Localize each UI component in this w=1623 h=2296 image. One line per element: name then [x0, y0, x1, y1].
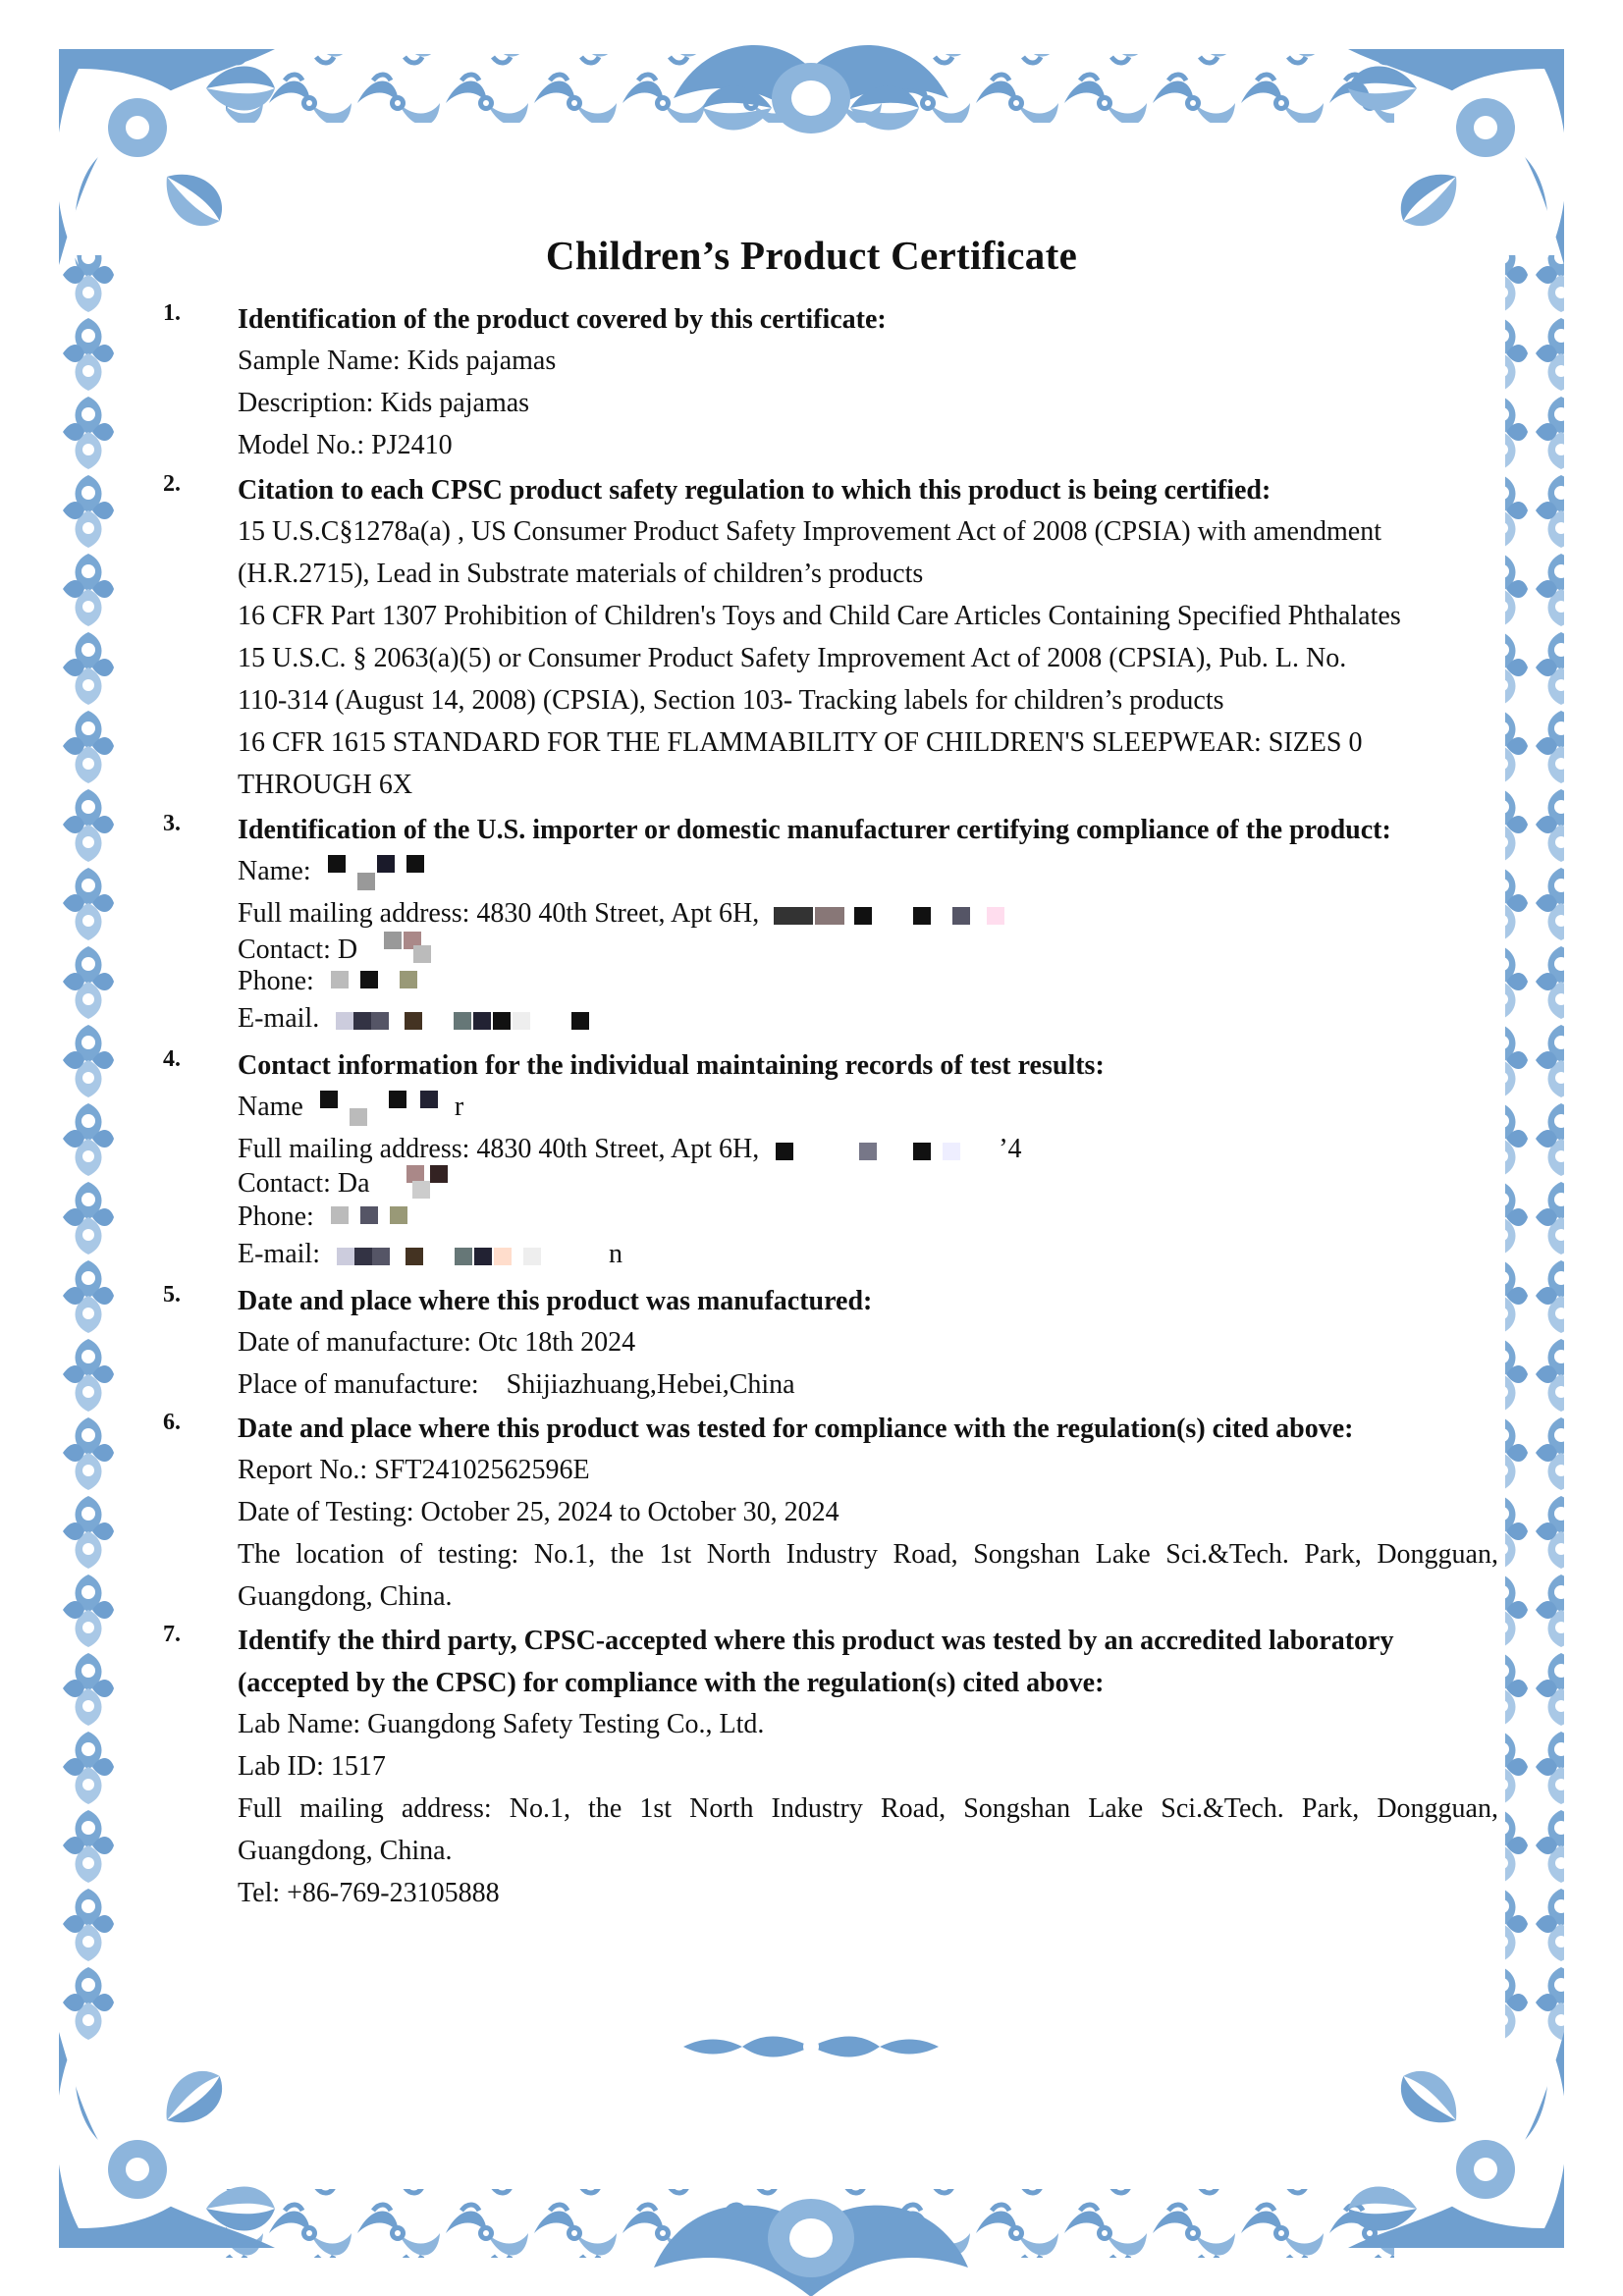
regulation-line: 15 U.S.C§1278a(a) , US Consumer Product Safety Improvement Act of 2008 (CPSIA) with amendment [238, 516, 1381, 547]
lab-address-cont: Guangdong, China. [238, 1836, 453, 1866]
regulation-line: 16 CFR 1615 STANDARD FOR THE FLAMMABILITY OF CHILDREN'S SLEEPWEAR: SIZES 0 [238, 727, 1363, 758]
importer-address-label: Full mailing address: 4830 40th Street, Apt 6H, [238, 898, 760, 929]
importer-email-label: E-mail. [238, 1003, 320, 1034]
records-phone [238, 1201, 439, 1234]
section-heading: Identify the third party, CPSC-accepted where this product was tested by an accredited laboratory [238, 1626, 1394, 1656]
records-email-fragment: n [608, 1239, 622, 1269]
regulation-line: 110-314 (August 14, 2008) (CPSIA), Section 103- Tracking labels for children’s products [238, 685, 1224, 716]
redaction-block [310, 1095, 448, 1124]
section-heading: Date and place where this product was tested for compliance with the regulation(s) cited above: [238, 1414, 1354, 1444]
testing-location-cont: Guangdong, China. [238, 1581, 453, 1612]
section-heading: Identification of the product covered by this certificate: [238, 304, 887, 335]
section-heading-cont: (accepted by the CPSC) for compliance with the regulation(s) cited above: [238, 1668, 1105, 1698]
redaction-block [326, 1006, 621, 1036]
regulation-line: 16 CFR Part 1307 Prohibition of Children's Toys and Child Care Articles Containing Specified Phthalates [238, 601, 1401, 631]
regulation-line: 15 U.S.C. § 2063(a)(5) or Consumer Product Safety Improvement Act of 2008 (CPSIA), Pub. L. No. [238, 643, 1347, 673]
section-number: 5. [163, 1282, 181, 1308]
section-number: 4. [163, 1046, 181, 1072]
importer-address [238, 898, 1021, 931]
records-name-label: Name [238, 1092, 303, 1122]
section-number: 3. [163, 811, 181, 836]
report-number: Report No.: SFT24102562596E [238, 1455, 590, 1485]
page-title: Children’s Product Certificate [545, 233, 1078, 278]
section-number: 6. [163, 1410, 181, 1435]
importer-contact-label: Contact: D [238, 934, 358, 965]
importer-phone-label: Phone: [238, 966, 314, 996]
manufacture-date: Date of manufacture: Otc 18th 2024 [238, 1327, 636, 1358]
testing-date: Date of Testing: October 25, 2024 to October 30, 2024 [238, 1497, 839, 1527]
section-heading: Date and place where this product was manufactured: [238, 1286, 873, 1316]
redaction-block [377, 1171, 465, 1201]
importer-phone [238, 966, 439, 998]
model-number: Model No.: PJ2410 [238, 430, 453, 460]
records-name-fragment: r [454, 1092, 464, 1122]
importer-name-label: Name: [238, 856, 311, 886]
importer-name [238, 856, 456, 888]
importer-contact [238, 934, 453, 967]
section-number: 7. [163, 1622, 181, 1647]
records-address-fragment: ’4 [999, 1134, 1022, 1164]
records-address [238, 1134, 1022, 1166]
testing-location: The location of testing: No.1, the 1st North Industry Road, Songshan Lake Sci.&Tech. Park, Dongguan, [238, 1539, 1498, 1570]
regulation-line: (H.R.2715), Lead in Substrate materials of children’s products [238, 559, 924, 589]
importer-email [238, 1003, 621, 1036]
section-heading: Contact information for the individual maintaining records of test results: [238, 1050, 1105, 1081]
regulation-line: THROUGH 6X [238, 770, 413, 800]
redaction-block [327, 1242, 602, 1271]
redaction-block [766, 901, 1021, 931]
redaction-block [321, 969, 439, 998]
lab-id: Lab ID: 1517 [238, 1751, 386, 1782]
description: Description: Kids pajamas [238, 388, 530, 418]
section-heading: Identification of the U.S. importer or domestic manufacturer certifying compliance of the product: [238, 815, 1391, 845]
sample-name: Sample Name: Kids pajamas [238, 346, 557, 376]
section-heading: Citation to each CPSC product safety regulation to which this product is being certified: [238, 475, 1271, 506]
records-name [238, 1092, 463, 1124]
manufacture-place: Place of manufacture: Shijiazhuang,Hebei,China [238, 1369, 795, 1400]
records-email-label: E-mail: [238, 1239, 320, 1269]
records-address-label: Full mailing address: 4830 40th Street, Apt 6H, [238, 1134, 760, 1164]
records-contact [238, 1168, 465, 1201]
section-number: 1. [163, 300, 181, 326]
redaction-block [318, 859, 456, 888]
records-email [238, 1239, 622, 1271]
records-contact-label: Contact: Da [238, 1168, 370, 1199]
lab-name: Lab Name: Guangdong Safety Testing Co., Ltd. [238, 1709, 765, 1739]
lab-tel: Tel: +86-769-23105888 [238, 1878, 500, 1908]
redaction-block [321, 1204, 439, 1234]
redaction-block [364, 937, 453, 967]
section-number: 2. [163, 471, 181, 497]
lab-address: Full mailing address: No.1, the 1st North Industry Road, Songshan Lake Sci.&Tech. Park, Dongguan, [238, 1793, 1498, 1824]
redaction-block [766, 1137, 992, 1166]
records-phone-label: Phone: [238, 1201, 321, 1232]
